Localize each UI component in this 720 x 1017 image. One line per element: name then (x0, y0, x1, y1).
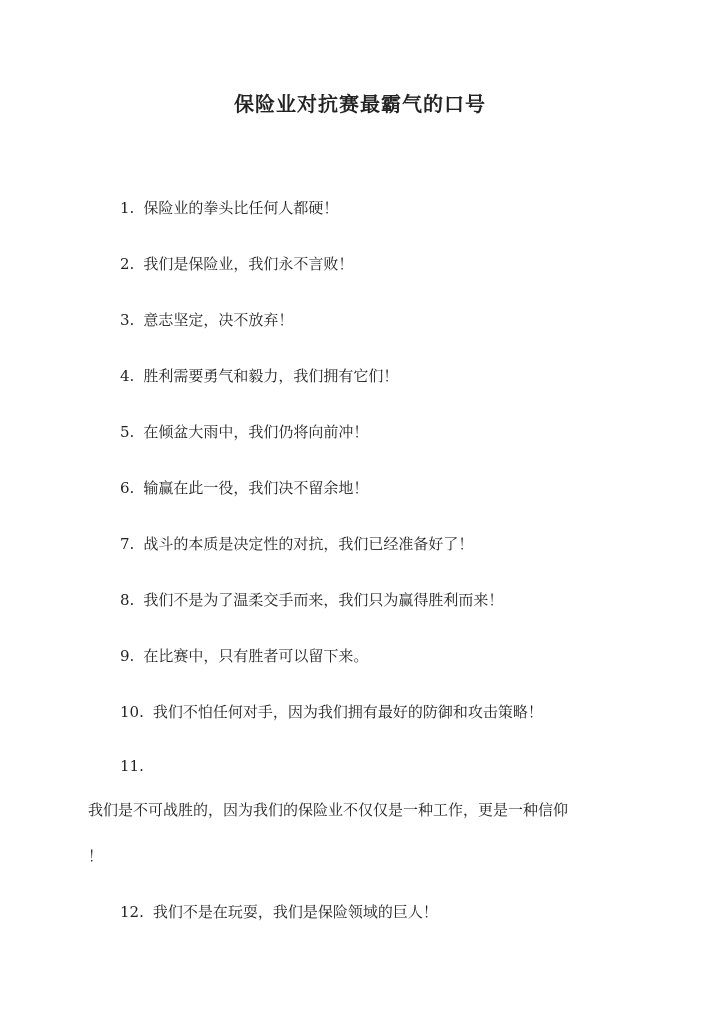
list-item-text: 我们是保险业，我们永不言败！ (143, 255, 354, 273)
list-item-text: 在比赛中，只有胜者可以留下来。 (143, 647, 369, 665)
list-item-11-text-line2: ！ (88, 847, 104, 865)
list-item-text: 我们不怕任何对手，因为我们拥有最好的防御和攻击策略！ (152, 703, 543, 721)
list-item-7 (120, 533, 473, 554)
list-item-text: 保险业的拳头比任何人都硬！ (143, 199, 339, 217)
list-item-1 (120, 197, 338, 218)
list-item-9 (120, 645, 368, 666)
list-item-number: 7. (120, 535, 135, 553)
list-item-text: 意志坚定，决不放弃！ (143, 311, 294, 329)
list-item-10 (120, 701, 543, 722)
list-item-number: 1. (120, 199, 135, 217)
list-item-3 (120, 309, 293, 330)
list-item-6 (120, 477, 368, 498)
list-item-text: 输赢在此一役，我们决不留余地！ (143, 479, 369, 497)
list-item-8 (120, 589, 503, 610)
list-item-2 (120, 253, 353, 274)
list-item-text: 我们不是为了温柔交手而来，我们只为赢得胜利而来！ (143, 591, 504, 609)
list-item-text: 胜利需要勇气和毅力，我们拥有它们！ (143, 367, 399, 385)
list-item-11-text-line1: 我们是不可战胜的，因为我们的保险业不仅仅是一种工作，更是一种信仰 (88, 801, 569, 819)
list-item-11 (120, 757, 153, 775)
list-item-number: 4. (120, 367, 135, 385)
list-item-5 (120, 421, 368, 442)
list-item-number: 9. (120, 647, 135, 665)
list-item-number: 5. (120, 423, 135, 441)
list-item-number: 12. (120, 903, 144, 921)
list-item-number: 10. (120, 703, 144, 721)
list-item-number: 2. (120, 255, 135, 273)
page-title: 保险业对抗赛最霸气的口号 (234, 92, 486, 116)
list-item-number: 3. (120, 311, 135, 329)
list-item-text: 战斗的本质是决定性的对抗，我们已经准备好了！ (143, 535, 474, 553)
list-item-12 (120, 901, 438, 922)
list-item-text: 我们不是在玩耍，我们是保险领域的巨人！ (152, 903, 438, 921)
list-item-text: 在倾盆大雨中，我们仍将向前冲！ (143, 423, 369, 441)
list-item-number: 11. (120, 757, 144, 775)
list-item-4 (120, 365, 398, 386)
list-item-number: 8. (120, 591, 135, 609)
list-item-number: 6. (120, 479, 135, 497)
